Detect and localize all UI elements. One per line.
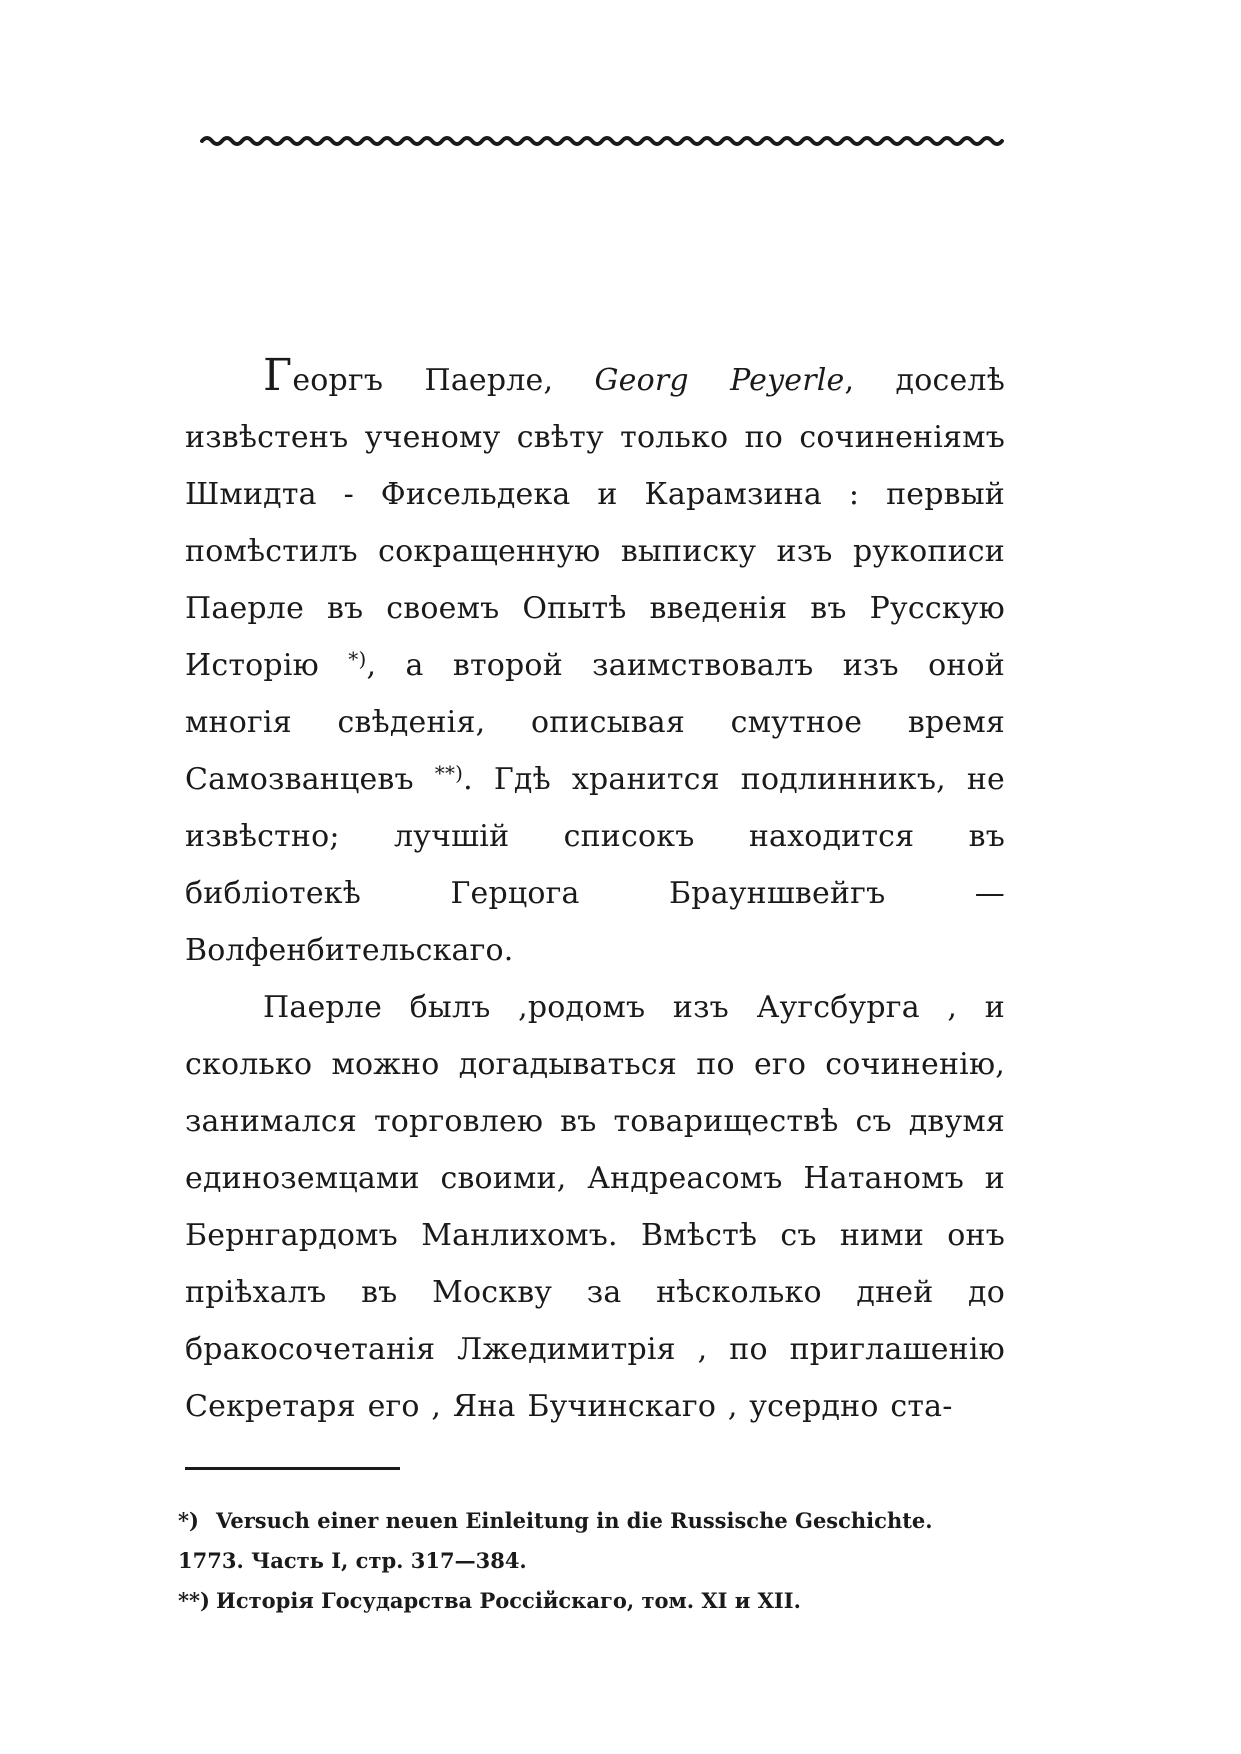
footnote-2-mark: **) — [178, 1588, 210, 1613]
paragraph-2-text: Паерле былъ ,родомъ изъ Аугсбурга , и сколько можно догадываться по его сочиненію, занимался торговлею въ товариществѣ съ двумя единоземцами своими, Андреасомъ Натаномъ и Бернгардомъ Манлихомъ. Вмѣстѣ съ ними онъ пріѣхалъ въ Москву за нѣсколько дней до бракосочетанія Лжедимитрія , по приглашенію Секретаря его , Яна Бучинскаго , усердно ста- — [185, 990, 1005, 1424]
wavy-ornament-divider — [200, 128, 1020, 154]
main-text — [185, 352, 1005, 1435]
footnote-ref-2: **) — [434, 761, 464, 785]
footnote-2-line1: Исторія Государства Россійскаго, том. XI и XII. — [216, 1588, 801, 1613]
footnote-1-line2: 1773. Часть I, стр. 317—384. — [178, 1548, 527, 1573]
paragraph-2 — [185, 979, 1005, 1435]
footnote-1-line1: Versuch einer neuen Einleitung in die Russische Geschichte. — [216, 1508, 933, 1533]
paragraph-1 — [185, 352, 1005, 979]
paragraph-1-text-c: , а второй заимствовалъ изъ оной многія свѣденія, описывая смутное время Самозванцевъ — [185, 648, 1005, 797]
paragraph-1-text-d: . Гдѣ хранится подлинникъ, не извѣстно; лучшій списокъ находится въ библіотекѣ Герцога Брауншвейгъ — Волфенбительскаго. — [185, 762, 1006, 968]
footnotes — [178, 1501, 1008, 1621]
footnote-separator-rule — [185, 1467, 400, 1470]
paragraph-1-text-a: еоргъ Паерле, — [292, 363, 595, 398]
paragraph-1-text-b: , доселѣ извѣстенъ ученому свѣту только по сочиненіямъ Шмидта - Фисельдека и Карамзина : первый помѣстилъ сокращенную выписку изъ рукописи Паерле въ своемъ Опытѣ введенія въ Русскую Исторію — [185, 363, 1005, 683]
footnote-ref-1: *) — [348, 647, 367, 671]
latin-name: Georg Peyerle — [594, 363, 845, 398]
drop-letter: Г — [263, 350, 293, 401]
footnote-1-mark: *) — [178, 1508, 199, 1533]
footnote-1 — [178, 1501, 1008, 1581]
footnote-2 — [178, 1581, 1008, 1621]
